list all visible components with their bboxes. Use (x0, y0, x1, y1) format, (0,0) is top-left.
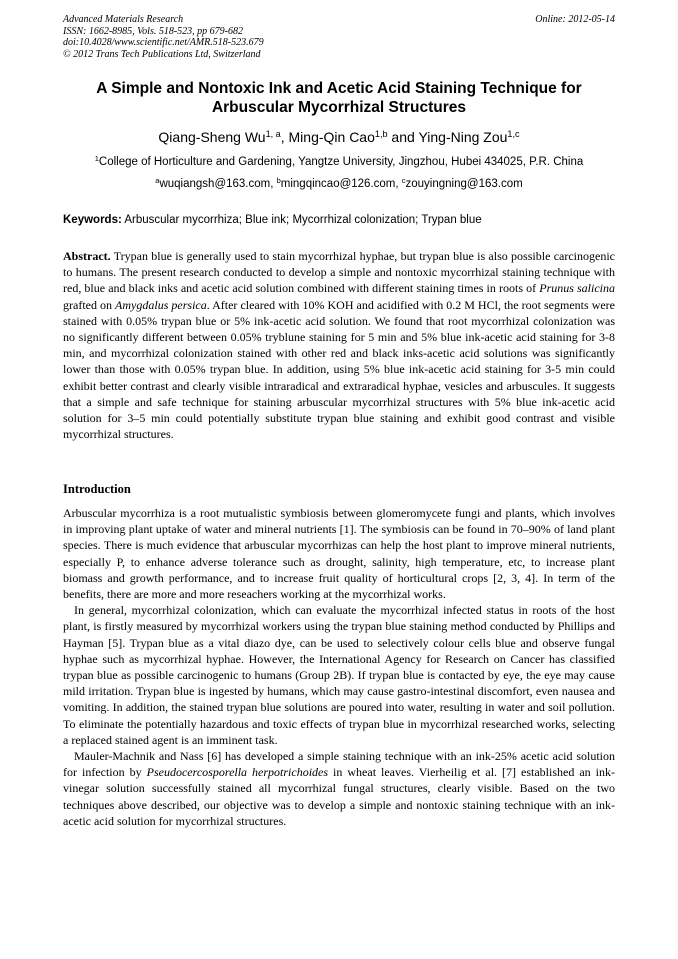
paragraph-text: in wheat leaves. Vierheilig et al. [7] established an ink-vinegar solution successfully stained all mycorrhizal fungal structures, clearly visible. Based on the two techniques above described, our objective was to develop a simple and nontoxic staining technique with an ink-acetic acid solution for mycorrhizal structures. (63, 765, 615, 828)
email-address[interactable]: wuqiangsh@163.com (159, 178, 271, 190)
email-mark: c (401, 175, 406, 185)
journal-header (63, 14, 615, 60)
abstract (63, 248, 615, 442)
email-address[interactable]: mingqincao@126.com (280, 178, 396, 190)
keywords-text: Arbuscular mycorrhiza; Blue ink; Mycorrhizal colonization; Trypan blue (124, 214, 482, 226)
author-name: Ming-Qin Cao (288, 129, 375, 145)
abstract-text: grafted on (63, 297, 113, 312)
email-separator: , (270, 178, 277, 190)
paper-title: A Simple and Nontoxic Ink and Acetic Acid Staining Technique for Arbuscular Mycorrhizal Structures (96, 80, 582, 116)
paragraph (63, 748, 615, 829)
paragraph: In general, mycorrhizal colonization, which can evaluate the mycorrhizal infected status in roots of the host plant, is firstly measured by mycorrhizal workers using the trypan blue staining method conducted by Phillips and Hayman [5]. Trypan blue as a vital diazo dye, can be used to selectively colour cells blue and observe fungal hyphae such as mycorrhizal hyphae. However, the International Agency for Research on Cancer has classified trypan blue as possible carcinogenic to humans (Group 2B). If trypan blue is contacted by eye, the eye may cause mild irritation. Trypan blue is ingested by humans, which may cause gastro-intestinal discomfort, even nausea and vomiting. In addition, the stained trypan blue solutions are poured into water, resulting in water and soil pollution. To eliminate the potentially hazardous and toxic effects of trypan blue in mycorrhizal researched works, selecting a replaced stained agent is an imminent task. (63, 603, 615, 747)
keywords (63, 213, 615, 228)
paragraph-text: Mauler-Machnik and Nass [6] has developed a simple staining technique with an ink-25% acetic acid solution for infection by (63, 749, 615, 780)
author-separator: , (280, 129, 289, 145)
affiliation-mark: 1 (94, 153, 99, 163)
author-name: Ying-Ning Zou (418, 129, 508, 145)
journal-copyright: © 2012 Trans Tech Publications Ltd, Switzerland (63, 48, 261, 60)
email-address[interactable]: zouyingning@163.com (405, 178, 523, 190)
author-name: Qiang-Sheng Wu (158, 129, 266, 145)
author-affiliation-mark: 1,c (507, 129, 520, 139)
abstract-text: Trypan blue is generally used to stain mycorrhizal hyphae, but trypan blue is also possible carcinogenic to humans. The present research conducted to develop a simple and nontoxic mycorrhizal staining technique with red, blue and black inks and acetic acid solution combined with different staining times in roots of (63, 249, 615, 296)
abstract-label: Abstract. (63, 249, 111, 263)
species-name: Prunus salicina (539, 281, 616, 296)
section-heading-introduction: Introduction (63, 482, 131, 496)
journal-issn: ISSN: 1662-8985, Vols. 518-523, pp 679-682 (63, 25, 243, 37)
journal-info (63, 14, 615, 60)
species-name: Amygdalus persica (115, 297, 207, 312)
author-list (63, 128, 615, 146)
online-date: Online: 2012-05-14 (535, 14, 615, 25)
species-name: Pseudocercosporella herpotrichoides (146, 765, 329, 780)
keywords-label: Keywords: (63, 214, 122, 226)
paragraph: Arbuscular mycorrhiza is a root mutualistic symbiosis between glomeromycete fungi and plants, which involves in improving plant uptake of water and mineral nutrients [1]. The symbiosis can be found in 70–90% of land plant species. There is much evidence that arbuscular mycorrhizas can help the host plant to improve mineral nutrients, especially P, to enhance adverse tolerance such as drought, salinity, high temperature, etc, to increase plant biomass and growth performance, and to increase fruit quality of horticultural crops [2, 3, 4]. In term of the benefits, there are more and more reseachers working at the mycorrhizal works. (63, 506, 615, 602)
journal-doi: doi:10.4028/www.scientific.net/AMR.518-523.679 (63, 37, 264, 48)
email-mark: a (155, 175, 160, 185)
author-affiliation-mark: 1, a (265, 129, 281, 139)
introduction-body (63, 505, 615, 829)
email-separator: , (395, 178, 402, 190)
author-affiliation-mark: 1,b (374, 129, 388, 139)
journal-name: Advanced Materials Research (63, 14, 184, 25)
email-mark: b (276, 175, 281, 185)
affiliation-text: College of Horticulture and Gardening, Yangtze University, Jingzhou, Hubei 434025, P.R. China (98, 156, 584, 168)
author-separator: and (387, 129, 419, 145)
affiliation (63, 155, 615, 170)
abstract-text: . After cleared with 10% KOH and acidified with 0.2 M HCl, the root segments were stained with 0.05% trypan blue or 5% ink-acetic acid solution. We found that root mycorrhizal colonization was no significantly different between 0.05% tryblune staining for 5 min and 5% blue ink-acetic acid staining for 3-8 min, and mycorrhizal colonization stained with other red and black inks-acetic acid solutions was significantly lower than those with 0.05% trypan blue. In addition, using 5% blue ink-acetic acid staining for 3-5 min could exhibit better contrast and clearly visible intraradical and extraradical hyphae, vesicles and arbuscules. It suggests that a simple and safe technique for staining arbuscular mycorrhizal structures with 5% blue ink-acetic acid solution for 3–5 min could potentially substitute trypan blue staining and exhibit good contrast and visible mycorrhizal structures. (63, 297, 616, 442)
email-list (63, 177, 615, 192)
